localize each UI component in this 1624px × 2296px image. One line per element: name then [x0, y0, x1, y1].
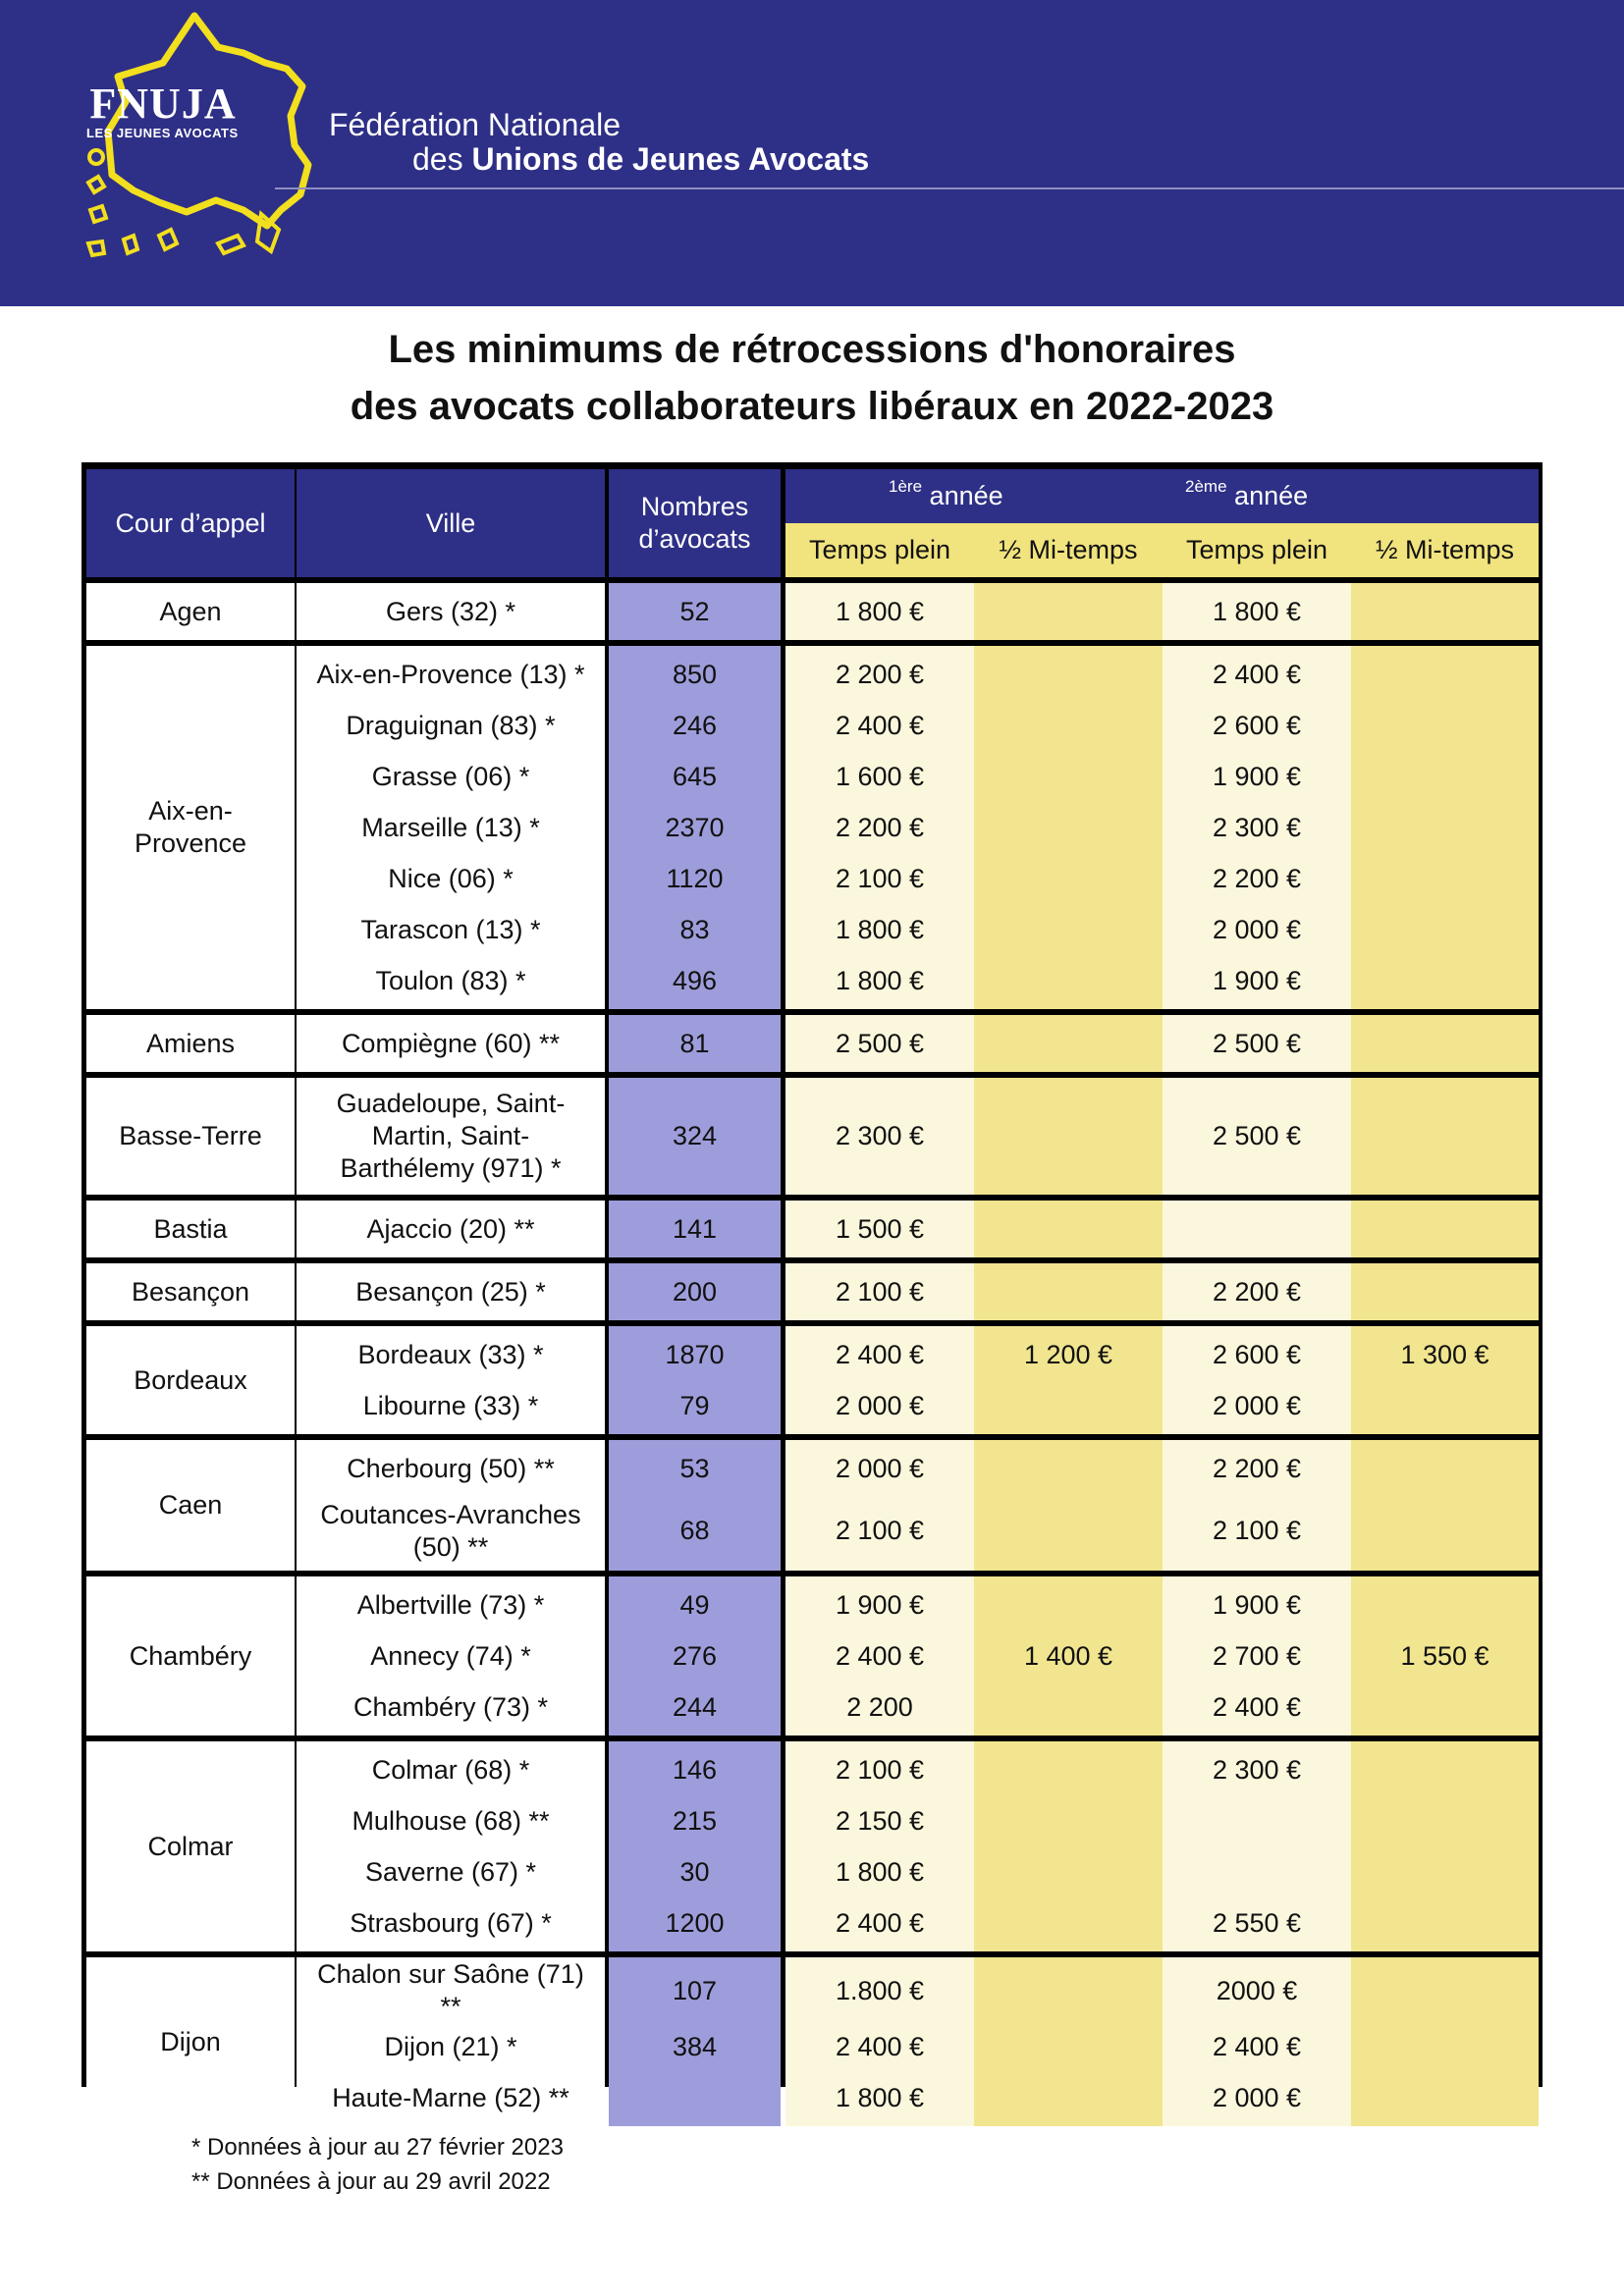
nombre-avocats: 146: [609, 1744, 781, 1795]
org-name-line2: des Unions de Jeunes Avocats: [412, 141, 870, 177]
temps-plein-1-value: 2 200: [785, 1682, 974, 1733]
nombre-avocats: 496: [609, 955, 781, 1006]
temps-plein-2-value: 2 500 €: [1163, 1081, 1351, 1192]
nombre-avocats: 1200: [609, 1897, 781, 1949]
column-bg-mt1: [974, 1015, 1163, 1072]
ville-name: Tarascon (13) *: [297, 904, 605, 955]
ville-name: Haute-Marne (52) **: [297, 2072, 605, 2123]
mi-temps-1-value: 1 200 €: [974, 1329, 1163, 1380]
temps-plein-2-value: 2 300 €: [1163, 802, 1351, 853]
nombre-avocats: 68: [609, 1494, 781, 1568]
column-bg-mt1: [974, 583, 1163, 640]
nombre-avocats: 1120: [609, 853, 781, 904]
temps-plein-2-value: 1 800 €: [1163, 586, 1351, 637]
temps-plein-1-value: 2 100 €: [785, 1494, 974, 1568]
ville-name: Gers (32) *: [297, 586, 605, 637]
temps-plein-1-value: 2 200 €: [785, 802, 974, 853]
header-cour: Cour d’appel: [86, 469, 295, 577]
cour-name: Bordeaux: [86, 1326, 295, 1434]
ville-name: Guadeloupe, Saint-Martin, Saint-Barthélemy (971) *: [297, 1081, 605, 1192]
org-name-line1: Fédération Nationale: [329, 107, 622, 142]
footnote-1: * Données à jour au 27 février 2023: [191, 2134, 564, 2161]
nombre-avocats: [609, 2072, 781, 2123]
ville-name: Annecy (74) *: [297, 1630, 605, 1682]
column-bg-mt1: [974, 1201, 1163, 1257]
ville-name: Bordeaux (33) *: [297, 1329, 605, 1380]
temps-plein-2-value: 2 000 €: [1163, 2072, 1351, 2123]
temps-plein-2-value: 2 400 €: [1163, 1682, 1351, 1733]
temps-plein-1-value: 1.800 €: [785, 1960, 974, 2021]
cour-name: Aix-en-Provence: [86, 646, 295, 1009]
annee-1-word: année: [929, 481, 1003, 510]
logo-wordmark: FNUJA: [89, 80, 237, 128]
nombre-avocats: 645: [609, 751, 781, 802]
temps-plein-2-value: 2 600 €: [1163, 1329, 1351, 1380]
ville-name: Draguignan (83) *: [297, 700, 605, 751]
temps-plein-1-value: 2 000 €: [785, 1443, 974, 1494]
temps-plein-1-value: 2 400 €: [785, 1329, 974, 1380]
nombre-avocats: 141: [609, 1203, 781, 1255]
ville-name: Chalon sur Saône (71) **: [297, 1960, 605, 2021]
column-bg-mt2: [1351, 1440, 1539, 1571]
header-mi-temps-2: ½ Mi-temps: [1351, 523, 1539, 577]
temps-plein-2-value: 2 400 €: [1163, 649, 1351, 700]
footnote-2: ** Données à jour au 29 avril 2022: [191, 2168, 551, 2195]
ville-name: Besançon (25) *: [297, 1266, 605, 1317]
temps-plein-1-value: 2 100 €: [785, 1744, 974, 1795]
temps-plein-1-value: 1 500 €: [785, 1203, 974, 1255]
nombre-avocats: 384: [609, 2021, 781, 2072]
temps-plein-2-value: [1163, 1795, 1351, 1846]
column-bg-mt2: [1351, 1078, 1539, 1195]
temps-plein-2-value: 2 200 €: [1163, 1443, 1351, 1494]
temps-plein-2-value: 1 900 €: [1163, 955, 1351, 1006]
temps-plein-2-value: 2 000 €: [1163, 904, 1351, 955]
column-bg-mt2: [1351, 646, 1539, 1009]
column-bg-mt1: [974, 1957, 1163, 2126]
cour-name: Chambéry: [86, 1576, 295, 1735]
ville-name: Marseille (13) *: [297, 802, 605, 853]
annee-1-ordinal: 1ère: [889, 477, 923, 496]
ville-name: Albertville (73) *: [297, 1579, 605, 1630]
nombre-avocats: 324: [609, 1081, 781, 1192]
ville-name: Libourne (33) *: [297, 1380, 605, 1431]
temps-plein-1-value: 2 150 €: [785, 1795, 974, 1846]
column-bg-mt1: [974, 1440, 1163, 1571]
nombre-avocats: 215: [609, 1795, 781, 1846]
temps-plein-2-value: 2000 €: [1163, 1960, 1351, 2021]
temps-plein-1-value: 2 500 €: [785, 1018, 974, 1069]
ville-name: Aix-en-Provence (13) *: [297, 649, 605, 700]
nombre-avocats: 276: [609, 1630, 781, 1682]
ville-name: Strasbourg (67) *: [297, 1897, 605, 1949]
column-bg-mt2: [1351, 1263, 1539, 1320]
cour-name: Amiens: [86, 1015, 295, 1072]
ville-name: Cherbourg (50) **: [297, 1443, 605, 1494]
ville-name: Dijon (21) *: [297, 2021, 605, 2072]
mi-temps-2-value: 1 300 €: [1351, 1329, 1539, 1380]
header-mi-temps-1: ½ Mi-temps: [974, 523, 1163, 577]
temps-plein-2-value: 2 300 €: [1163, 1744, 1351, 1795]
temps-plein-2-value: 2 200 €: [1163, 1266, 1351, 1317]
temps-plein-2-value: 2 400 €: [1163, 2021, 1351, 2072]
column-bg-mt2: [1351, 1015, 1539, 1072]
temps-plein-2-value: 2 550 €: [1163, 1897, 1351, 1949]
france-map-logo-icon: [69, 8, 314, 273]
mi-temps-2-value: 1 550 €: [1351, 1576, 1539, 1735]
nombre-avocats: 81: [609, 1018, 781, 1069]
cour-name: Caen: [86, 1440, 295, 1571]
ville-name: Mulhouse (68) **: [297, 1795, 605, 1846]
temps-plein-1-value: 2 400 €: [785, 700, 974, 751]
annee-2-word: année: [1234, 481, 1309, 510]
column-bg-mt1: [974, 1741, 1163, 1951]
temps-plein-1-value: 1 800 €: [785, 904, 974, 955]
temps-plein-2-value: 2 600 €: [1163, 700, 1351, 751]
temps-plein-1-value: 2 400 €: [785, 1897, 974, 1949]
ville-name: Coutances-Avranches (50) **: [297, 1494, 605, 1568]
temps-plein-2-value: [1163, 1846, 1351, 1897]
nombre-avocats: 107: [609, 1960, 781, 2021]
rates-table: [81, 462, 1543, 2112]
nombre-avocats: 49: [609, 1579, 781, 1630]
column-bg-mt2: [1351, 1957, 1539, 2126]
ville-name: Ajaccio (20) **: [297, 1203, 605, 1255]
column-bg-mt2: [1351, 1741, 1539, 1951]
nombre-avocats: 1870: [609, 1329, 781, 1380]
temps-plein-2-value: 2 700 €: [1163, 1630, 1351, 1682]
ville-name: Nice (06) *: [297, 853, 605, 904]
temps-plein-1-value: 2 300 €: [785, 1081, 974, 1192]
temps-plein-2-value: 1 900 €: [1163, 751, 1351, 802]
cour-name: Colmar: [86, 1741, 295, 1951]
nombre-avocats: 52: [609, 586, 781, 637]
ville-name: Compiègne (60) **: [297, 1018, 605, 1069]
cour-name: Basse-Terre: [86, 1078, 295, 1195]
temps-plein-1-value: 1 800 €: [785, 2072, 974, 2123]
logo-tagline: LES JEUNES AVOCATS: [86, 126, 239, 140]
cour-name: Bastia: [86, 1201, 295, 1257]
nombre-avocats: 30: [609, 1846, 781, 1897]
page-title-line1: Les minimums de rétrocessions d'honoraires: [388, 328, 1236, 371]
temps-plein-1-value: 2 100 €: [785, 1266, 974, 1317]
ville-name: Colmar (68) *: [297, 1744, 605, 1795]
temps-plein-1-value: 1 600 €: [785, 751, 974, 802]
temps-plein-1-value: 2 400 €: [785, 1630, 974, 1682]
temps-plein-2-value: 1 900 €: [1163, 1579, 1351, 1630]
temps-plein-2-value: 2 200 €: [1163, 853, 1351, 904]
column-bg-mt2: [1351, 583, 1539, 640]
temps-plein-1-value: 1 800 €: [785, 1846, 974, 1897]
cour-name: Besançon: [86, 1263, 295, 1320]
nombre-avocats: 79: [609, 1380, 781, 1431]
temps-plein-2-value: 2 100 €: [1163, 1494, 1351, 1568]
header-annee-2: [1163, 469, 1539, 523]
banner-divider: [275, 187, 1624, 189]
nombre-avocats: 53: [609, 1443, 781, 1494]
mi-temps-1-value: 1 400 €: [974, 1576, 1163, 1735]
header-ville: Ville: [297, 469, 605, 577]
nombre-avocats: 2370: [609, 802, 781, 853]
temps-plein-2-value: [1163, 1203, 1351, 1255]
ville-name: Saverne (67) *: [297, 1846, 605, 1897]
header-nombres: Nombres d’avocats: [609, 469, 781, 577]
header-banner: [0, 0, 1624, 306]
temps-plein-1-value: 2 400 €: [785, 2021, 974, 2072]
nombre-avocats: 246: [609, 700, 781, 751]
temps-plein-2-value: 2 500 €: [1163, 1018, 1351, 1069]
ville-name: Chambéry (73) *: [297, 1682, 605, 1733]
cour-name: Agen: [86, 583, 295, 640]
cour-name: Dijon: [86, 1957, 295, 2126]
nombre-avocats: 244: [609, 1682, 781, 1733]
ville-name: Toulon (83) *: [297, 955, 605, 1006]
nombre-avocats: 850: [609, 649, 781, 700]
annee-2-ordinal: 2ème: [1185, 477, 1227, 496]
header-annee-1: [785, 469, 1163, 523]
temps-plein-1-value: 1 800 €: [785, 586, 974, 637]
temps-plein-1-value: 1 900 €: [785, 1579, 974, 1630]
temps-plein-2-value: 2 000 €: [1163, 1380, 1351, 1431]
temps-plein-1-value: 2 100 €: [785, 853, 974, 904]
column-bg-mt2: [1351, 1201, 1539, 1257]
temps-plein-1-value: 1 800 €: [785, 955, 974, 1006]
page-title-line2: des avocats collaborateurs libéraux en 2022-2023: [350, 385, 1274, 428]
ville-name: Grasse (06) *: [297, 751, 605, 802]
column-bg-mt1: [974, 1078, 1163, 1195]
nombre-avocats: 83: [609, 904, 781, 955]
nombre-avocats: 200: [609, 1266, 781, 1317]
temps-plein-1-value: 2 000 €: [785, 1380, 974, 1431]
column-bg-mt1: [974, 646, 1163, 1009]
header-temps-plein-2: Temps plein: [1163, 523, 1351, 577]
column-bg-mt1: [974, 1263, 1163, 1320]
temps-plein-1-value: 2 200 €: [785, 649, 974, 700]
header-temps-plein-1: Temps plein: [785, 523, 974, 577]
